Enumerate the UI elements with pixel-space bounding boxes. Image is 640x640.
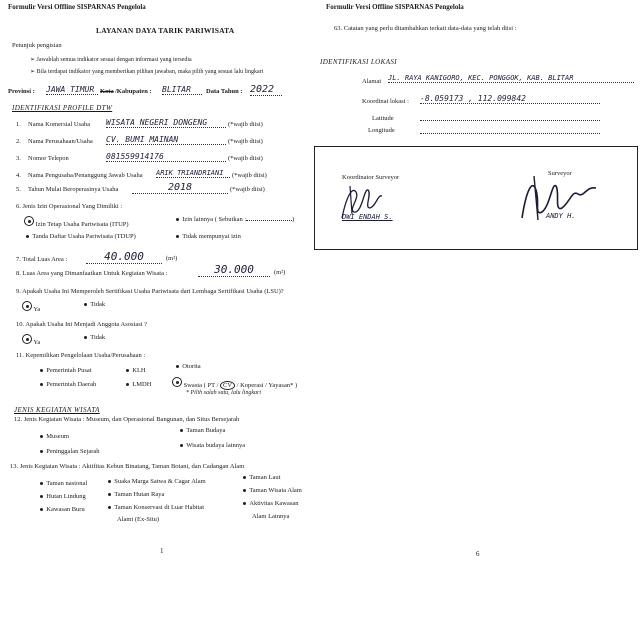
nama-komersial-field[interactable]: WISATA NEGERI DONGENG [106,118,226,128]
question-7: 7. Total Luas Area : [16,256,68,263]
field-note: (*wajib diisi) [228,155,263,162]
field-label: Nama Pengusaha/Penanggung Jawab Usaha [28,172,143,179]
option-ya[interactable]: Ya [22,334,40,346]
option-museum[interactable]: Museum [40,433,69,440]
option-continuation: Alam Lainnya [252,513,290,520]
bullet-icon [40,435,43,438]
option-tidak[interactable]: Tidak [84,334,105,341]
field-label: Tahun Mulai Beroperasinya Usaha [28,186,119,193]
option-itup[interactable]: Izin Tetap Usaha Pariwisata (ITUP) [24,216,129,228]
longitude-field[interactable] [420,133,600,134]
kabupaten-label: /Kabupaten : [115,88,152,95]
bullet-icon [84,303,87,306]
unit-label: (m²) [274,269,286,276]
provinsi-label: Provinsi : [8,88,35,95]
bullet-icon: ➢ [30,69,37,75]
option-taman-nasional[interactable]: Taman nasional [40,480,87,487]
option-hutan-lindung[interactable]: Hutan Lindung [40,493,86,500]
bullet-icon [40,383,43,386]
coordinator-label: Koordinator Surveyor [342,174,400,181]
field-number: 3. [16,155,21,162]
surveyor-name: ANDY H. [546,212,576,220]
latitude-field[interactable] [420,120,600,121]
bullet-icon [176,365,179,368]
swasta-note: * Pilih salah satu, lalu lingkari [186,390,262,396]
option-taman-hutan-raya[interactable]: Taman Hutan Raya [108,491,164,498]
kabupaten-field[interactable]: BLITAR [162,85,202,95]
option-izin-lainnya[interactable]: Izin lainnya ( Sebutkan : ) [176,216,294,223]
bullet-icon [180,444,183,447]
field-number: 5. [16,186,21,193]
option-continuation: Alami (Ex-Situ) [117,516,160,523]
form-page-right [320,0,640,640]
question-11: 11. Kepemilikan Pengelolaan Usaha/Perusahaan : [16,352,146,359]
selected-radio-icon [172,377,182,387]
field-note: (*wajib diisi) [228,121,263,128]
bullet-icon [40,495,43,498]
page-number: 1 [160,547,164,555]
bullet-icon [40,369,43,372]
option-taman-konservasi[interactable]: Taman Konservasi di Luar Habitat [108,504,204,511]
option-klh[interactable]: KLH [126,367,146,374]
field-label: Nama Perusahaan/Usaha [28,138,93,145]
option-ya[interactable]: Ya [22,301,40,313]
bullet-icon [26,235,29,238]
page-number: 6 [476,550,480,558]
section-title: IDENTIFIKASI LOKASI [320,58,398,66]
option-tdup[interactable]: Tanda Daftar Usaha Pariwisata (TDUP) [26,233,136,240]
option-tidak-izin[interactable]: Tidak mempunyai izin [176,233,241,240]
bullet-icon [40,482,43,485]
bullet-icon [84,336,87,339]
option-suaka-marga-satwa[interactable]: Suaka Marga Satwa & Cagar Alam [108,478,206,485]
bullet-icon [108,506,111,509]
option-lmdh[interactable]: LMDH [126,381,151,388]
kota-label: Kota [100,88,114,95]
total-luas-field[interactable]: 40.000 [86,250,162,264]
option-taman-wisata-alam[interactable]: Taman Wisata Alam [243,487,302,494]
alamat-field[interactable]: JL. RAYA KANIGORO, KEC. PONGGOK, KAB. BLITAR [388,74,634,83]
signature-box [314,146,638,250]
option-taman-budaya[interactable]: Taman Budaya [180,427,225,434]
bullet-icon [40,508,43,511]
field-label: Nama Komersial Usaha [28,121,91,128]
koordinat-field[interactable]: -8.059173 , 112.099842 [420,94,600,104]
question-8: 8. Luas Area yang Dimanfaatkan Untuk Kegiatan Wisata : [16,270,168,277]
option-pemerintah-pusat[interactable]: Pemerintah Pusat [40,367,92,374]
field-number: 1. [16,121,21,128]
selected-radio-icon [22,301,32,311]
penanggung-jawab-field[interactable]: ARIK TRIANDRIANI [156,169,230,178]
bullet-icon [108,493,111,496]
section-title: JENIS KEGIATAN WISATA [14,406,100,414]
bullet-icon [126,383,129,386]
provinsi-field[interactable]: JAWA TIMUR [46,85,98,95]
field-label: Nomor Telepon [28,155,69,162]
page-header: Formulir Versi Offline SISPARNAS Pengelola [8,3,146,11]
nomor-telepon-field[interactable]: 081559914176 [106,152,226,162]
section-title: IDENTIFIKASI PROFILE DTW [12,104,113,112]
option-pemerintah-daerah[interactable]: Pemerintah Daerah [40,381,96,388]
tahun-field[interactable]: 2022 [250,84,282,96]
question-6: 6. Jenis Izin Operasional Yang Dimiliki : [16,203,123,210]
field-note: (*wajib diisi) [232,172,267,179]
tahun-operasi-field[interactable]: 2018 [132,182,228,194]
question-13: 13. Jenis Kegiatan Wisata : Aktifitas Kebun Binatang, Taman Botani, dan Cadangan Alam [10,463,245,470]
bullet-icon [108,480,111,483]
question-12: 12. Jenis Kegiatan Wisata : Museum, dan Operasional Bangunan, dan Situs Bersejarah [14,416,240,423]
selected-radio-icon [22,334,32,344]
latitude-label: Latitude [372,115,394,122]
option-peninggalan-sejarah[interactable]: Peninggalan Sejarah [40,448,100,455]
bullet-icon [180,429,183,432]
bullet-icon [40,450,43,453]
longitude-label: Longitude [368,127,395,134]
option-taman-laut[interactable]: Taman Laut [243,474,280,481]
koordinat-label: Koordinat lokasi : [362,98,409,105]
unit-label: (m²) [166,255,178,262]
cv-circled: CV [220,381,235,390]
bullet-icon [176,218,179,221]
bullet-icon [243,489,246,492]
field-note: (*wajib diisi) [230,186,265,193]
bullet-icon: ➢ [30,57,37,63]
page-header: Formulir Versi Offline SISPARNAS Pengelola [326,3,464,11]
tahun-label: Data Tahun : [206,88,243,95]
selected-radio-icon [24,216,34,226]
question-10: 10. Apakah Usaha Ini Menjadi Anggota Asosiasi ? [16,321,148,328]
bullet-icon [176,235,179,238]
instruction-item: ➢ Jawablah semua indikator sesuai dengan informasi yang tersedia [30,57,192,63]
coordinator-name: DWI ENDAH S. [342,213,393,221]
bullet-icon [243,476,246,479]
field-number: 2. [16,138,21,145]
option-wisata-budaya-lainnya[interactable]: Wisata budaya lainnya [180,442,245,449]
field-number: 4. [16,172,21,179]
instructions-heading: Petunjuk pengisian [12,42,62,49]
luas-wisata-field[interactable]: 30.000 [198,263,270,277]
option-swasta[interactable]: Swasta ( PT / CV / Koperasi / Yayasan* ) [172,377,297,389]
option-kawasan-buru[interactable]: Kawasan Buru [40,506,85,513]
bullet-icon [126,369,129,372]
question-9: 9. Apakah Usaha Ini Memperoleh Sertifikasi Usaha Pariwisata dari Lembaga Sertifikasi Usaha (LSU)? [16,288,284,295]
field-note: (*wajib diisi) [228,138,263,145]
form-page-left [0,0,318,640]
page-title: LAYANAN DAYA TARIK PARIWISATA [96,26,235,35]
nama-perusahaan-field[interactable]: CV. BUMI MAINAN [106,135,226,145]
option-tidak[interactable]: Tidak [84,301,105,308]
alamat-label: Alamat [362,78,382,85]
option-aktivitas-kawasan[interactable]: Aktivitas Kawasan [243,500,299,507]
surveyor-label: Surveyor [548,170,572,177]
instruction-item: ➢ Bila terdapat indikator yang memberikan pilihan jawaban, maka pilih yang sesuai lalu lingkari [30,69,264,75]
option-otorita[interactable]: Otorita [176,363,201,370]
question-63: 63. Catatan yang perlu ditambahkan terkait data-data yang telah diisi : [334,25,517,32]
bullet-icon [243,502,246,505]
